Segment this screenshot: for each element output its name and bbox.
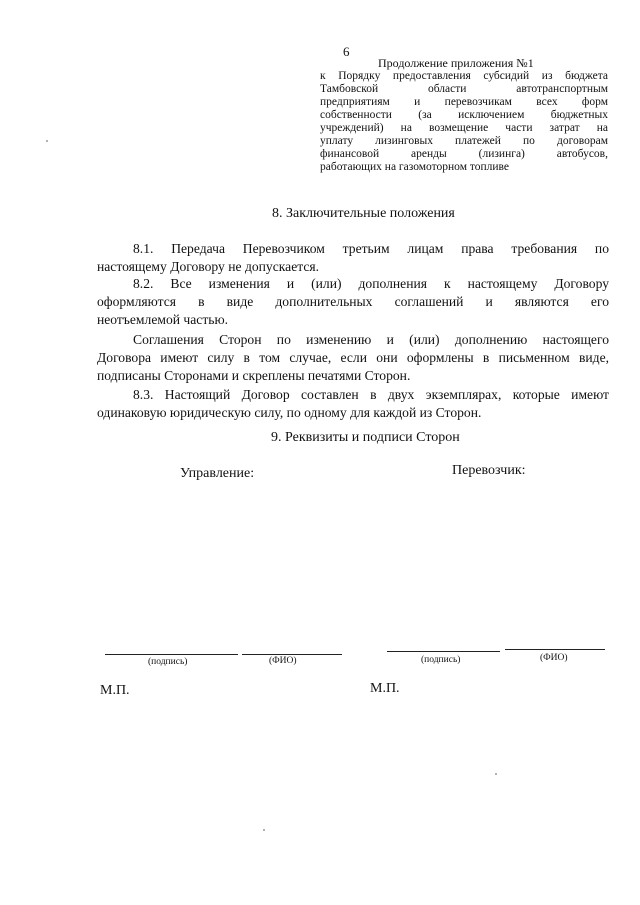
appendix-line: уплату лизинговых платежей по договорам	[320, 135, 608, 147]
left-signature-line	[105, 654, 238, 655]
paragraph-line: Соглашения Сторон по изменению и (или) дополнению настоящего	[133, 332, 609, 347]
paragraph-line: Договора имеют силу в том случае, если они оформлены в письменном виде,	[97, 350, 609, 365]
appendix-line: предприятиям и перевозчикам всех форм	[320, 96, 608, 108]
paragraph-line: одинаковую юридическую силу, по одному для каждой из Сторон.	[97, 405, 482, 420]
paragraph-line: неотъемлемой частью.	[97, 312, 229, 327]
left-party-label: Управление:	[180, 466, 255, 481]
appendix-line: финансовой аренды (лизинга) автобусов,	[320, 148, 608, 160]
paragraph-line: настоящему Договору не допускается.	[97, 259, 320, 274]
right-stamp-label: М.П.	[370, 681, 400, 696]
appendix-line: собственности (за исключением бюджетных	[320, 109, 608, 121]
paragraph-line: 8.2. Все изменения и (или) дополнения к настоящему Договору	[133, 276, 609, 291]
left-stamp-label: М.П.	[100, 683, 130, 698]
appendix-line: работающих на газомоторном топливе	[320, 161, 509, 173]
paragraph-line: 8.3. Настоящий Договор составлен в двух экземплярах, которые имеют	[133, 387, 609, 402]
section-8-title: 8. Заключительные положения	[272, 206, 455, 221]
scan-speck	[495, 773, 497, 775]
right-party-label: Перевозчик:	[452, 463, 526, 478]
left-signature-caption: (подпись)	[148, 657, 188, 667]
right-name-line	[505, 649, 605, 650]
right-signature-caption: (подпись)	[421, 655, 461, 665]
appendix-line: учреждений) на возмещение части затрат на	[320, 122, 608, 134]
paragraph-line: оформляются в виде дополнительных соглашений и являются его	[97, 294, 609, 309]
scan-speck	[46, 140, 48, 142]
appendix-title: Продолжение приложения №1	[378, 56, 534, 70]
appendix-line: Тамбовской области автотранспортным	[320, 83, 608, 95]
right-name-caption: (ФИО)	[540, 653, 568, 663]
left-name-line	[242, 654, 342, 655]
page-number: 6	[343, 44, 350, 59]
paragraph-line: подписаны Сторонами и скреплены печатями Сторон.	[97, 368, 411, 383]
scan-speck	[263, 829, 265, 831]
left-name-caption: (ФИО)	[269, 656, 297, 666]
section-9-title: 9. Реквизиты и подписи Сторон	[271, 430, 460, 445]
right-signature-line	[387, 651, 500, 652]
paragraph-line: 8.1. Передача Перевозчиком третьим лицам права требования по	[133, 241, 609, 256]
appendix-line: к Порядку предоставления субсидий из бюджета	[320, 70, 608, 82]
